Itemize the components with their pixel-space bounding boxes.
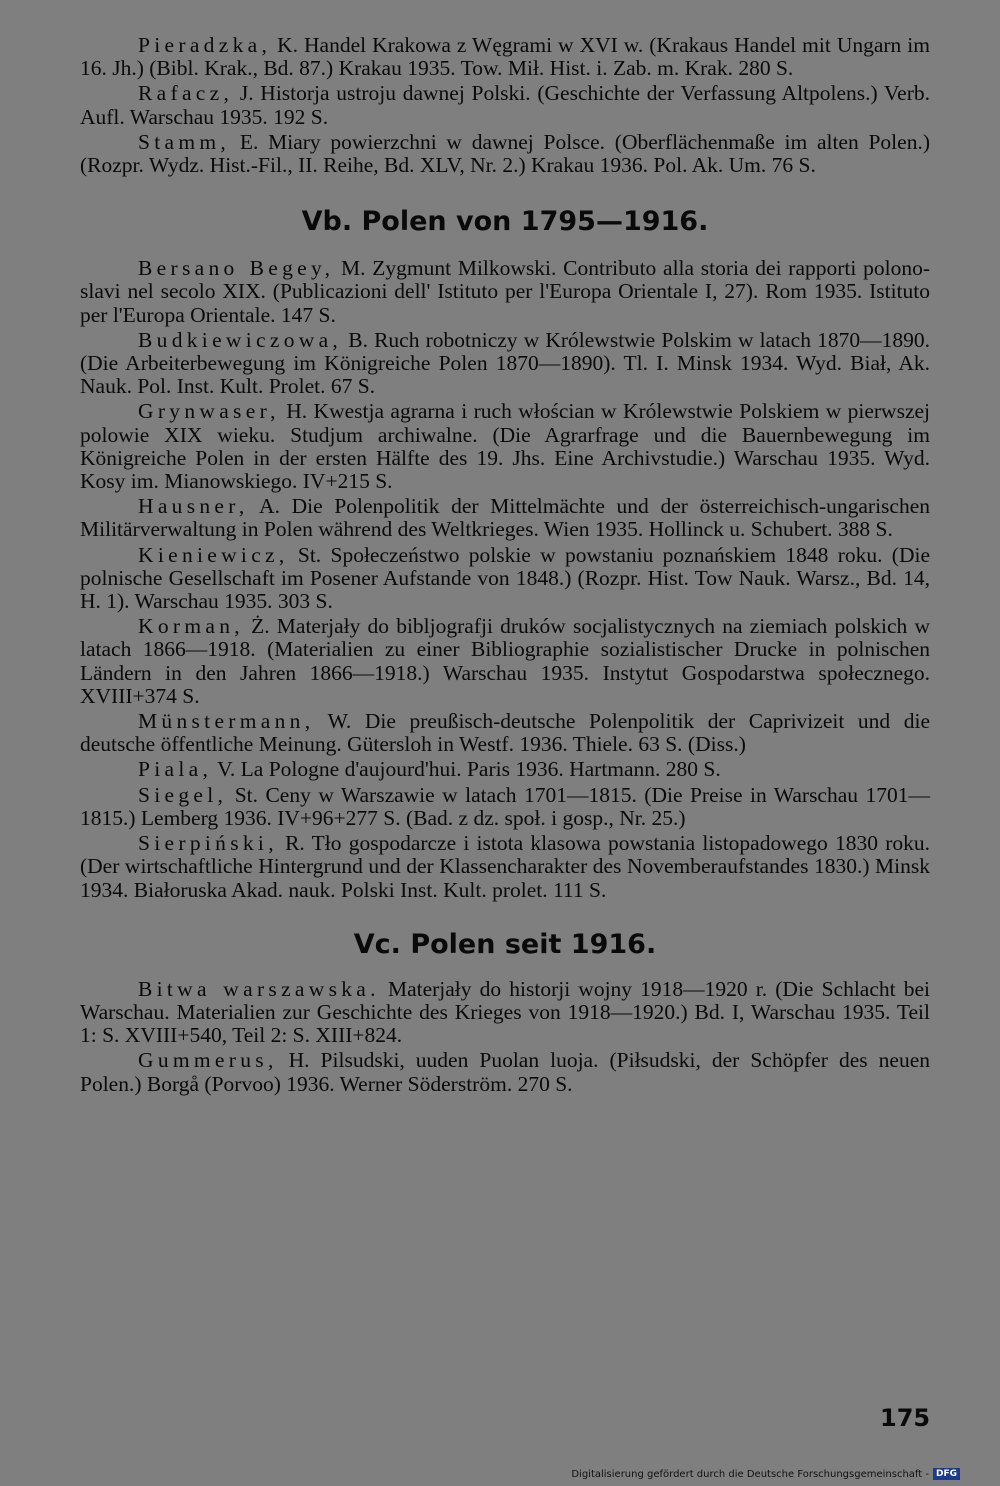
- section-heading-vb: Vb. Polen von 1795—1916.: [301, 206, 709, 238]
- entry-author: Bersano Begey,: [138, 256, 335, 281]
- entry-author: Budkiewiczowa,: [138, 327, 343, 352]
- entry-text: V. La Pologne d'aujourd'hui. Paris 1936. Hartmann. 280 S.: [212, 757, 721, 782]
- entry-text: H. Pilsudski, uuden Puolan luoja. (Piłsudski, der Schöpfer des neuen Polen.) Borgå (Porvoo) 1936. Werner Söderström. 270 S.: [80, 1048, 930, 1096]
- bibliography-entry: [80, 978, 930, 1048]
- entry-author: Kieniewicz,: [138, 542, 289, 567]
- section-heading-vc: Vc. Polen seit 1916.: [353, 928, 657, 960]
- section-vc-entries: [80, 978, 930, 1096]
- bibliography-entry: [80, 615, 930, 708]
- entry-author: Bitwa warszawska.: [138, 976, 380, 1001]
- bibliography-entry: [80, 34, 930, 80]
- bibliography-entry: [80, 400, 930, 493]
- digitization-footer: [571, 1468, 960, 1480]
- footer-text: Digitalisierung gefördert durch die Deutsche Forschungsgemeinschaft -: [571, 1468, 929, 1480]
- entry-author: Siegel,: [138, 782, 228, 807]
- top-entries: [80, 34, 930, 177]
- bibliography-entry: [80, 257, 930, 327]
- entry-author: Korman,: [138, 614, 244, 639]
- entry-author: Münstermann,: [138, 709, 315, 734]
- page-body: [80, 34, 930, 1096]
- entry-author: Stamm,: [138, 129, 231, 154]
- entry-text: K. Handel Krakowa z Węgrami w XVI w. (Krakaus Handel mit Ungarn im 16. Jh.) (Bibl. Krak., Bd. 87.) Krakau 1935. Tow. Mił. Hist. i. Zab. m. Krak. 280 S.: [80, 33, 930, 81]
- bibliography-entry: [80, 832, 930, 902]
- entry-text: J. Historja ustroju dawnej Polski. (Geschichte der Verfassung Altpolens.) Verb. Aufl. Warschau 1935. 192 S.: [80, 81, 930, 129]
- entry-text: W. Die preußisch-deutsche Polenpolitik der Caprivizeit und die deutsche öffentliche Meinung. Gütersloh in Westf. 1936. Thiele. 63 S. (Diss.): [80, 709, 930, 757]
- bibliography-entry: [80, 495, 930, 541]
- entry-text: R. Tło gospodarcze i istota klasowa powstania listopadowego 1830 roku. (Der wirtschaftliche Hintergrund und der Klassencharakter des Novemberaufstandes 1830.) Minsk 1934. Białoruska Akad. nauk. Polski Inst. Kult. prolet. 111 S.: [80, 831, 930, 902]
- entry-author: Hausner,: [138, 494, 249, 519]
- entry-text: M. Zygmunt Milkowski. Contributo alla storia dei rapporti polono-slavi nel secolo XIX. (Publicazioni dell' Istituto per l'Europa Orientale I, 27). Rom 1935. Istituto per l'Europa Orientale. 147 S.: [80, 256, 930, 327]
- entry-author: Sierpiński,: [138, 831, 278, 856]
- bibliography-entry: [80, 82, 930, 128]
- bibliography-entry: [80, 329, 930, 399]
- entry-text: B. Ruch robotniczy w Królewstwie Polskim w latach 1870—1890. (Die Arbeiterbewegung im Königreiche Polen 1870—1890). Tl. I. Minsk 1934. Wyd. Biał, Ak. Nauk. Pol. Inst. Kult. Prolet. 67 S.: [80, 327, 930, 399]
- entry-author: Piala,: [138, 757, 213, 782]
- entry-author: Pieradzka,: [138, 33, 272, 57]
- bibliography-entry: [80, 131, 930, 177]
- entry-text: H. Kwestja agrarna i ruch włościan w Królewstwie Polskiem w pierwszej polowie XIX wieku. Studjum archiwalne. (Die Agrarfrage und die Bauernbewegung im Königreiche Polen in der ersten Hälfte des 19. Jhs. Eine Archivstudie.) Warschau 1935. Wyd. Kosy im. Mianowskiego. IV+215 S.: [80, 399, 930, 494]
- dfg-logo-icon: DFG: [933, 1468, 960, 1480]
- entry-text: St. Społeczeństwo polskie w powstaniu poznańskiem 1848 roku. (Die polnische Gesellschaft im Posener Aufstande von 1848.) (Rozpr. Hist. Tow Nauk. Warsz., Bd. 14, H. 1). Warschau 1935. 303 S.: [80, 542, 930, 614]
- entry-text: E. Miary powierzchni w dawnej Polsce. (Oberflächenmaße im alten Polen.) (Rozpr. Wydz. Hist.-Fil., II. Reihe, Bd. XLV, Nr. 2.) Krakau 1936. Pol. Ak. Um. 76 S.: [80, 129, 930, 178]
- bibliography-entry: [80, 710, 930, 756]
- entry-text: A. Die Polenpolitik der Mittelmächte und der österreichisch-ungarischen Militärverwaltung in Polen während des Weltkrieges. Wien 1935. Hollinck u. Schubert. 388 S.: [80, 494, 930, 542]
- bibliography-entry: [80, 784, 930, 830]
- bibliography-entry: [80, 544, 930, 614]
- section-vb-entries: [80, 257, 930, 901]
- entry-author: Rafacz,: [138, 81, 234, 106]
- entry-text: Materjały do historji wojny 1918—1920 r. (Die Schlacht bei Warschau. Materialien zur Geschichte des Krieges von 1918—1920.) Bd. I, Warschau 1935. Teil 1: S. XVIII+540, Teil 2: S. XIII+824.: [80, 976, 930, 1048]
- entry-text: St. Ceny w Warszawie w latach 1701—1815. (Die Preise in Warschau 1701—1815.) Lemberg 1936. IV+96+277 S. (Bad. z dz. społ. i gosp., Nr. 25.): [80, 782, 930, 830]
- entry-author: Gummerus,: [138, 1048, 278, 1073]
- entry-author: Grynwaser,: [138, 399, 280, 424]
- entry-text: Ż. Materjały do bibljografji druków socjalistycznych na ziemiach polskich w latach 1866—1918. (Materialien zu einer Bibliographie sozialistischer Drucke in polnischen Ländern in den Jahren 1866—1918.) Warschau 1935. Instytut Gospodarstwa społecznego. XVIII+374 S.: [80, 614, 930, 708]
- bibliography-entry: [80, 1049, 930, 1095]
- bibliography-entry: [80, 758, 930, 781]
- page-number: 175: [880, 1404, 931, 1432]
